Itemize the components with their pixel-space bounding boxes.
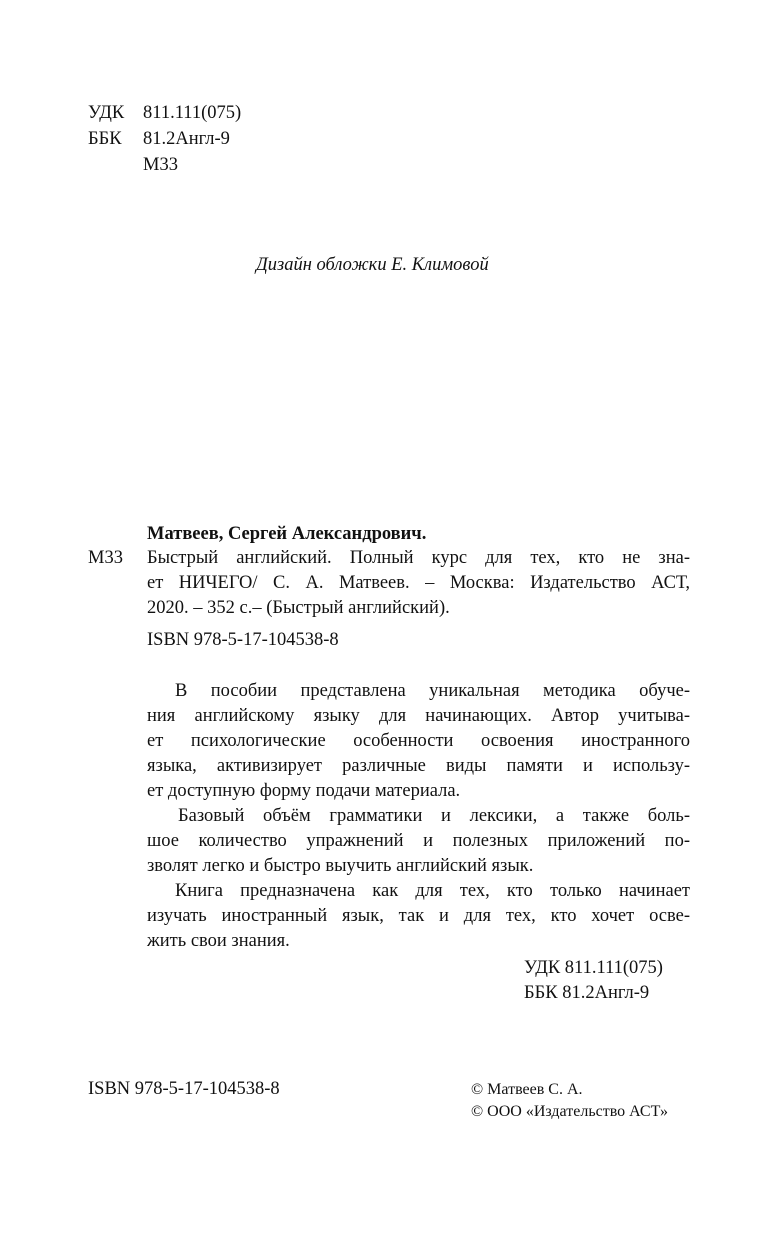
cover-design-credit: Дизайн обложки Е. Климовой: [256, 255, 489, 275]
copyright-author: © Матвеев С. А.: [471, 1081, 583, 1098]
annotation-line: В пособии представлена уникальная методика обуче-: [175, 681, 690, 701]
record-author: Матвеев, Сергей Александрович.: [147, 524, 427, 544]
annotation-line: языка, активизирует различные виды памяти и использу-: [147, 756, 690, 776]
footer-isbn: ISBN 978-5-17-104538-8: [88, 1079, 280, 1099]
udk-value: 811.111(075): [143, 103, 242, 123]
annotation-line: изучать иностранный язык, так и для тех, кто хочет осве-: [147, 906, 690, 926]
copyright-publisher: © ООО «Издательство АСТ»: [471, 1103, 668, 1120]
record-title-line: Быстрый английский. Полный курс для тех, кто не зна-: [147, 548, 690, 568]
record-title-line: ет НИЧЕГО/ С. А. Матвеев. – Москва: Издательство АСТ,: [147, 573, 690, 593]
bbk-line: [88, 127, 230, 151]
bottom-bbk: ББК 81.2Англ-9: [524, 983, 650, 1003]
annotation-line: Книга предназначена как для тех, кто только начинает: [175, 881, 690, 901]
bottom-udk: УДК 811.111(075): [524, 958, 663, 978]
annotation-line: ния английскому языку для начинающих. Автор учитыва-: [147, 706, 690, 726]
annotation-line: жить свои знания.: [147, 931, 290, 951]
annotation-line: шое количество упражнений и полезных приложений по-: [147, 831, 690, 851]
record-isbn: ISBN 978-5-17-104538-8: [147, 630, 339, 650]
annotation-line: Базовый объём грамматики и лексики, а также боль-: [178, 806, 690, 826]
udk-label: УДК: [88, 103, 125, 123]
annotation-line: ет доступную форму подачи материала.: [147, 781, 461, 801]
annotation-line: зволят легко и быстро выучить английский язык.: [147, 856, 534, 876]
udk-line: [88, 101, 241, 125]
record-mark: М33: [88, 548, 123, 568]
bbk-label: ББК: [88, 129, 122, 149]
author-mark-top: М33: [143, 155, 178, 175]
bbk-value: 81.2Англ-9: [143, 129, 230, 149]
record-title-line: 2020. – 352 с.– (Быстрый английский).: [147, 598, 450, 618]
annotation-line: ет психологические особенности освоения иностранного: [147, 731, 690, 751]
